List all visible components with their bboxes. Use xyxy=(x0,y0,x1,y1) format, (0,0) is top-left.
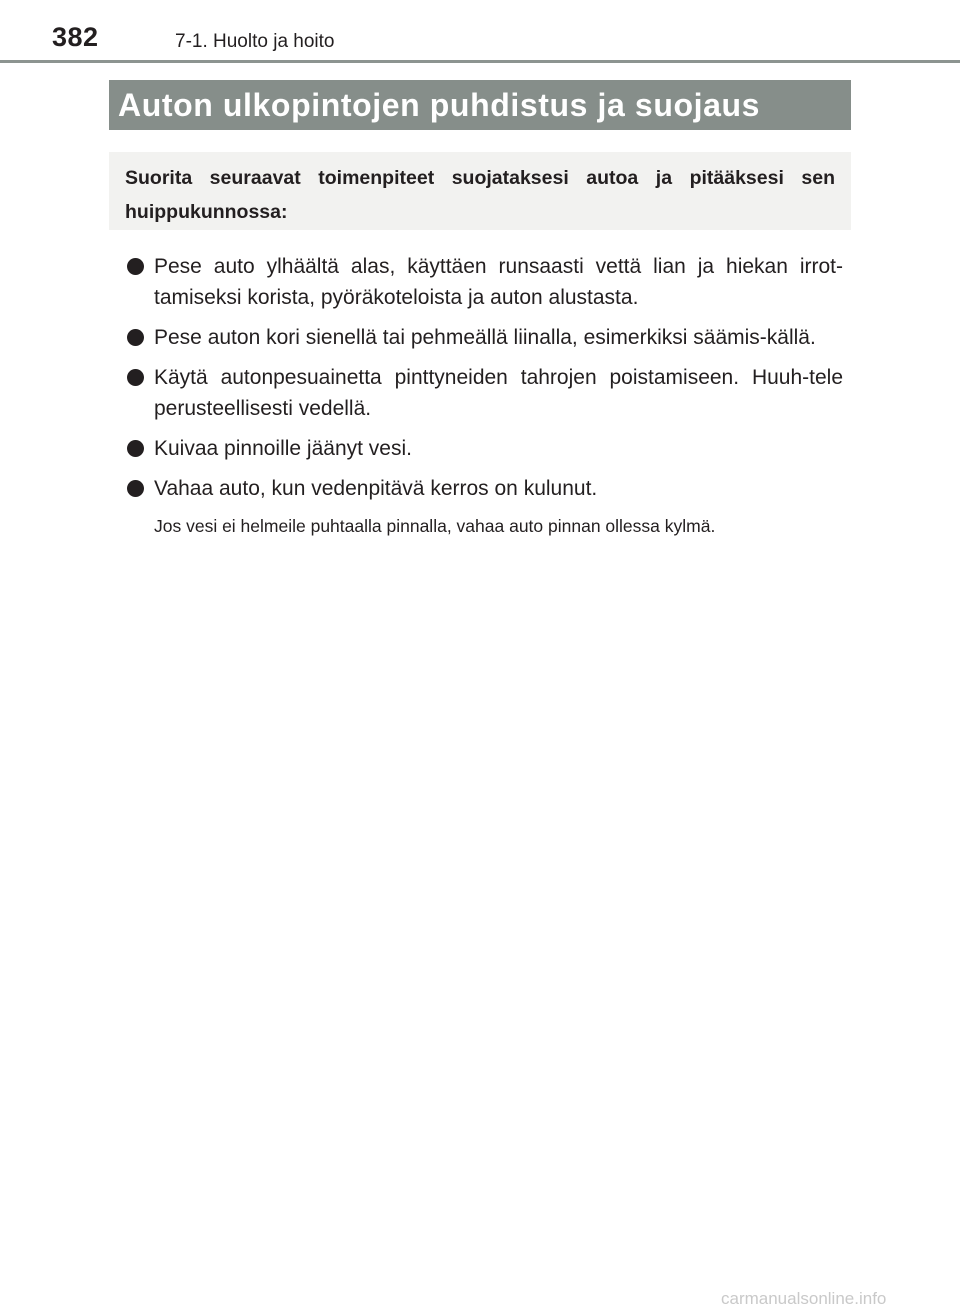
list-item xyxy=(127,322,843,353)
list-item-text: Pese auto ylhäältä alas, käyttäen runsaasti vettä lian ja hiekan irrot-tamiseksi korista, pyöräkoteloista ja auton alustasta. xyxy=(154,255,843,309)
list-item-text: Käytä autonpesuainetta pinttyneiden tahrojen poistamiseen. Huuh-tele perusteellisesti vedellä. xyxy=(154,366,843,420)
section-title: Auton ulkopintojen puhdistus ja suojaus xyxy=(118,87,761,123)
bullet-icon xyxy=(127,258,144,275)
header-divider xyxy=(0,60,960,63)
intro-text: Suorita seuraavat toimenpiteet suojataksesi autoa ja pitääksesi sen huippukunnossa: xyxy=(125,167,835,223)
bullet-icon xyxy=(127,480,144,497)
list-item xyxy=(127,251,843,313)
watermark-link[interactable]: carmanualsonline.info xyxy=(721,1289,887,1308)
list-item xyxy=(127,473,843,504)
bullet-icon xyxy=(127,440,144,457)
bullet-icon xyxy=(127,329,144,346)
section-title-bar xyxy=(109,80,851,130)
page-header xyxy=(0,0,960,64)
note-text: Jos vesi ei helmeile puhtaalla pinnalla, vahaa auto pinnan ollessa kylmä. xyxy=(154,516,716,536)
list-item-text: Kuivaa pinnoille jäänyt vesi. xyxy=(154,437,412,460)
bullet-icon xyxy=(127,369,144,386)
list-item-text: Pese auton kori sienellä tai pehmeällä liinalla, esimerkiksi säämis-källä. xyxy=(154,326,816,349)
list-item-text: Vahaa auto, kun vedenpitävä kerros on kulunut. xyxy=(154,477,598,500)
page-number: 382 xyxy=(52,22,99,52)
instruction-list xyxy=(127,251,843,513)
intro-box xyxy=(109,152,851,230)
list-item xyxy=(127,433,843,464)
list-item xyxy=(127,362,843,424)
section-label: 7-1. Huolto ja hoito xyxy=(175,31,335,52)
